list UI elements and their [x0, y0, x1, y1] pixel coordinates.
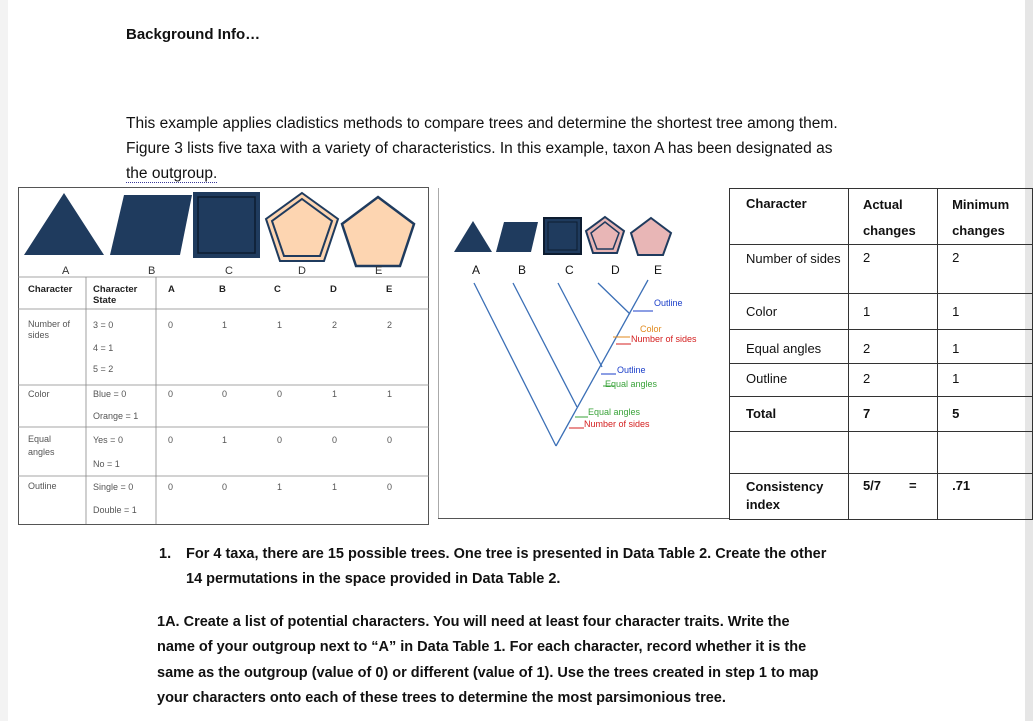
shapes-character-figure — [18, 187, 429, 525]
intro-line-underlined: the outgroup. — [126, 165, 218, 182]
table-header: Character — [93, 284, 138, 295]
character-name: Outline — [28, 481, 57, 491]
taxon-label: A — [472, 263, 481, 277]
cell-value: 2 — [387, 320, 393, 330]
cell-value: 1 — [387, 389, 393, 399]
character-name: sides — [28, 330, 50, 340]
character-state: Blue = 0 — [93, 389, 127, 399]
question-1a-line: your characters onto each of these trees to determine the most parsimonious tree. — [157, 690, 726, 706]
intro-line — [126, 161, 926, 186]
page-heading: Background Info… — [126, 26, 261, 43]
table-header: D — [330, 284, 337, 295]
cell-value: 2 — [332, 320, 338, 330]
table-header: Minimum changes — [938, 189, 1033, 245]
cell-value: 0 — [222, 482, 228, 492]
annotation-equal-angles: Equal angles — [605, 379, 658, 389]
ci-value: .71 — [938, 474, 1033, 520]
character-state: Double = 1 — [93, 505, 137, 515]
actual-changes-cell: 2 — [848, 364, 937, 397]
table-header: Actual changes — [848, 189, 937, 245]
annotation-outline: Outline — [617, 365, 646, 375]
table-header: E — [386, 284, 393, 295]
annotation-equal-angles: Equal angles — [588, 407, 641, 417]
table-header: A — [168, 284, 175, 295]
character-state: Single = 0 — [93, 482, 134, 492]
question-1a-line: name of your outgroup next to “A” in Data Table 1. For each character, record whether it is the — [157, 639, 807, 655]
annotation-outline: Outline — [654, 298, 683, 308]
annotation-number-of-sides: Number of sides — [631, 334, 697, 344]
cell-value: 1 — [332, 389, 338, 399]
cladogram-figure — [438, 188, 729, 519]
total-actual: 7 — [848, 397, 937, 432]
character-state: 5 = 2 — [93, 364, 114, 374]
actual-changes-cell: 2 — [848, 330, 937, 364]
intro-line: This example applies cladistics methods to compare trees and determine the shortest tree among them. — [126, 115, 838, 132]
minimum-changes-cell: 1 — [938, 364, 1033, 397]
cell-value: 0 — [387, 482, 393, 492]
character-name: Equal — [28, 434, 52, 444]
taxon-label: C — [565, 263, 574, 277]
minimum-changes-cell: 1 — [938, 294, 1033, 330]
character-state: 3 = 0 — [93, 320, 114, 330]
total-label: Total — [730, 397, 849, 432]
table-header: B — [219, 284, 226, 295]
table-header: C — [274, 284, 281, 295]
character-state: No = 1 — [93, 459, 120, 469]
cell-value: 0 — [168, 320, 174, 330]
taxon-label: E — [654, 263, 663, 277]
parallelogram-shape-B — [110, 195, 192, 255]
actual-changes-cell: 1 — [848, 294, 937, 330]
consistency-table — [729, 188, 1033, 520]
question-1-line: 14 permutations in the space provided in Data Table 2. — [186, 571, 561, 587]
cell-value: 0 — [222, 389, 228, 399]
taxon-label: B — [518, 263, 527, 277]
question-1-number: 1. — [159, 546, 172, 562]
intro-paragraph — [126, 111, 926, 186]
cell-value: 0 — [168, 389, 174, 399]
parallelogram-shape-B — [496, 222, 538, 252]
character-name: angles — [28, 447, 55, 457]
cell-value: 0 — [168, 435, 174, 445]
square-shape-C-inner — [198, 197, 255, 253]
pentagon-shape-E — [631, 218, 671, 255]
cell-value: 1 — [277, 482, 283, 492]
taxon-label: E — [375, 265, 383, 277]
taxon-label: C — [225, 265, 233, 277]
taxon-label: D — [611, 263, 620, 277]
character-cell: Equal angles — [730, 330, 849, 364]
table-header: Character — [730, 189, 849, 245]
character-state: Yes = 0 — [93, 435, 123, 445]
taxon-label: A — [62, 265, 70, 277]
minimum-changes-cell: 2 — [938, 245, 1033, 294]
cell-value: 0 — [387, 435, 393, 445]
character-name: Number of — [28, 319, 71, 329]
character-state: 4 = 1 — [93, 343, 114, 353]
ci-fraction: 5/7 = — [848, 474, 937, 520]
cell-value: 1 — [332, 482, 338, 492]
annotation-number-of-sides: Number of sides — [584, 419, 650, 429]
character-name: Color — [28, 389, 50, 399]
actual-changes-cell: 2 — [848, 245, 937, 294]
question-1a-line: 1A. Create a list of potential characters. You will need at least four character traits. Write the — [157, 614, 790, 630]
cell-value: 1 — [222, 435, 228, 445]
intro-line: Figure 3 lists five taxa with a variety of characteristics. In this example, taxon A has been designated as — [126, 140, 833, 157]
question-1a-line: same as the outgroup (value of 0) or different (value of 1). Use the trees created in step 1 to map — [157, 665, 819, 681]
character-cell: Outline — [730, 364, 849, 397]
taxon-label: B — [148, 265, 156, 277]
question-1-line: For 4 taxa, there are 15 possible trees. One tree is presented in Data Table 2. Create the other — [186, 546, 827, 562]
character-cell: Color — [730, 294, 849, 330]
cell-value: 0 — [277, 435, 283, 445]
cell-value: 1 — [222, 320, 228, 330]
cell-value: 0 — [168, 482, 174, 492]
total-minimum: 5 — [938, 397, 1033, 432]
character-cell: Number of sides — [730, 245, 849, 294]
cell-value: 0 — [332, 435, 338, 445]
triangle-shape-A — [454, 221, 492, 252]
table-header: State — [93, 295, 117, 306]
annotation-color: Color — [640, 324, 662, 334]
table-header: Character — [28, 284, 73, 295]
cell-value: 1 — [277, 320, 283, 330]
minimum-changes-cell: 1 — [938, 330, 1033, 364]
character-state: Orange = 1 — [93, 411, 139, 421]
taxon-label: D — [298, 265, 306, 277]
cell-value: 0 — [277, 389, 283, 399]
ci-label: Consistency index — [730, 474, 849, 520]
